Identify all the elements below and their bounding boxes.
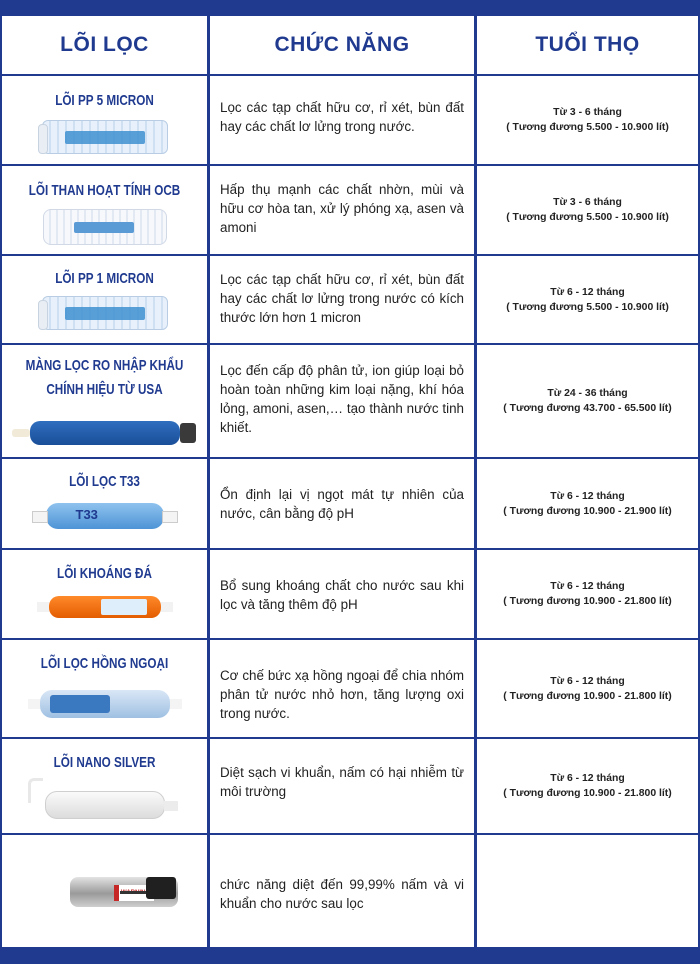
filter-name: LÕI PP 1 MICRON	[55, 270, 154, 287]
lifespan-cell	[477, 550, 698, 638]
lifespan-period: Từ 6 - 12 tháng	[550, 581, 625, 592]
lifespan-period: Từ 6 - 12 tháng	[550, 773, 625, 784]
filter-cell	[2, 550, 207, 638]
table-row	[0, 256, 700, 343]
lifespan-cell	[477, 459, 698, 548]
filter-cell	[2, 256, 207, 343]
header-filter: LÕI LỌC	[60, 33, 149, 56]
filter-lifespan	[477, 835, 698, 947]
filter-lifespan	[477, 739, 698, 833]
filter-function: Lọc các tạp chất hữu cơ, rỉ xét, bùn đất hay các chất lơ lửng trong nước.	[220, 100, 464, 134]
filter-function: chức năng diệt đến 99,99% nấm và vi khuẩn cho nước sau lọc	[220, 877, 464, 911]
header-function: CHỨC NĂNG	[274, 33, 410, 56]
lifespan-equivalent: ( Tương đương 10.900 - 21.800 lít)	[503, 596, 672, 607]
pp-5-micron-filter-image	[42, 120, 168, 154]
ro-membrane-image	[30, 421, 180, 445]
function-cell	[210, 345, 474, 457]
filter-cell	[2, 459, 207, 548]
filter-lifespan	[477, 256, 698, 343]
lifespan-cell	[477, 166, 698, 254]
filter-function: Hấp thụ mạnh các chất nhờn, mùi và hữu cơ hòa tan, xử lý phóng xạ, asen và amoni	[220, 182, 464, 235]
filter-function: Lọc các tạp chất hữu cơ, rỉ xét, bùn đất hay các chất lơ lửng trong nước có kích thước lớn hơn 1 micron	[220, 272, 464, 325]
lifespan-cell	[477, 345, 698, 457]
filter-cell	[2, 76, 207, 164]
uv-ballast-icon	[146, 877, 176, 899]
function-cell	[210, 76, 474, 164]
lifespan-period: Từ 6 - 12 tháng	[550, 675, 625, 687]
table-row	[0, 76, 700, 164]
header-function-cell	[210, 16, 474, 74]
lifespan-equivalent: ( Tương đương 10.900 - 21.800 lít)	[503, 690, 672, 702]
filter-name: LÕI LỌC T33	[69, 473, 140, 490]
filter-lifespan	[477, 550, 698, 638]
filter-function: Bổ sung khoáng chất cho nước sau khi lọc và tăng thêm độ pH	[220, 578, 464, 612]
table-row	[0, 550, 700, 638]
lifespan-cell	[477, 739, 698, 833]
lifespan-cell	[477, 256, 698, 343]
filter-lifespan	[477, 166, 698, 254]
filter-function: Diệt sạch vi khuẩn, nấm có hại nhiễm từ môi trường	[220, 765, 464, 799]
lifespan-period: Từ 3 - 6 tháng	[553, 107, 622, 118]
infrared-filter-image	[40, 690, 170, 718]
function-cell	[210, 739, 474, 833]
lifespan-period: Từ 6 - 12 tháng	[550, 490, 625, 502]
lifespan-equivalent: ( Tương đương 5.500 - 10.900 lít)	[506, 301, 669, 313]
filter-cell	[2, 345, 207, 457]
lifespan-equivalent: ( Tương đương 5.500 - 10.900 lít)	[506, 212, 669, 223]
lifespan-period: Từ 3 - 6 tháng	[553, 197, 622, 208]
nano-silver-filter-image	[45, 791, 165, 819]
lifespan-cell	[477, 835, 698, 947]
function-cell	[210, 459, 474, 548]
function-cell	[210, 550, 474, 638]
lifespan-equivalent: ( Tương đương 10.900 - 21.900 lít)	[503, 505, 672, 517]
table-row	[0, 640, 700, 737]
table-row	[0, 835, 700, 947]
lifespan-cell	[477, 640, 698, 737]
mineral-stone-filter-image	[49, 596, 161, 618]
header-lifespan-cell	[477, 16, 698, 74]
filter-lifespan	[477, 459, 698, 548]
filter-cell	[2, 166, 207, 254]
lifespan-equivalent: ( Tương đương 5.500 - 10.900 lít)	[506, 122, 669, 133]
filter-lifespan	[477, 345, 698, 457]
filter-name: LÕI KHOÁNG ĐÁ	[57, 565, 152, 582]
function-cell	[210, 166, 474, 254]
filter-cell	[2, 739, 207, 833]
filter-name: LÕI NANO SILVER	[53, 754, 156, 771]
filter-name: LÕI THAN HOẠT TÍNH OCB	[28, 182, 181, 199]
filter-name: LÕI LỌC HỒNG NGOẠI	[40, 655, 169, 672]
lifespan-cell	[477, 76, 698, 164]
table-row	[0, 739, 700, 833]
table-row	[0, 459, 700, 548]
filter-function: Lọc đến cấp độ phân tử, ion giúp loại bỏ hoàn toàn những kim loại nặng, khí hóa lỏng, amoni, asen,… tạo thành nước tinh khiết.	[220, 363, 464, 435]
table-row	[0, 345, 700, 457]
function-cell	[210, 256, 474, 343]
filter-name: LÕI PP 5 MICRON	[55, 92, 154, 109]
table-row	[0, 166, 700, 254]
filter-cell	[2, 835, 207, 947]
lifespan-period: Từ 24 - 36 tháng	[547, 388, 628, 399]
filter-name: MÀNG LỌC RO NHẬP KHẨU	[25, 357, 184, 374]
function-cell	[210, 835, 474, 947]
filter-name-line-2: CHÍNH HIỆU TỪ USA	[46, 381, 163, 398]
function-cell	[210, 640, 474, 737]
pp-1-micron-filter-image	[42, 296, 168, 330]
filter-function: Ổn định lại vị ngọt mát tự nhiên của nước, cân bằng độ pH	[220, 487, 464, 521]
header-filter-cell	[2, 16, 207, 74]
table-header	[0, 16, 700, 74]
filter-lifespan	[477, 76, 698, 164]
lifespan-period: Từ 6 - 12 tháng	[550, 286, 625, 298]
filter-cell	[2, 640, 207, 737]
ocb-carbon-filter-image	[43, 209, 167, 245]
filter-function: Cơ chế bức xạ hồng ngoại để chia nhóm phân tử nước nhỏ hơn, tăng lượng oxi trong nước.	[220, 668, 464, 721]
lifespan-equivalent: ( Tương đương 10.900 - 21.800 lít)	[503, 788, 672, 799]
filter-lifespan	[477, 640, 698, 737]
lifespan-equivalent: ( Tương đương 43.700 - 65.500 lít)	[503, 403, 672, 414]
filter-table	[0, 14, 700, 946]
header-lifespan: TUỔI THỌ	[535, 33, 640, 56]
t33-filter-image: T33	[46, 503, 164, 529]
